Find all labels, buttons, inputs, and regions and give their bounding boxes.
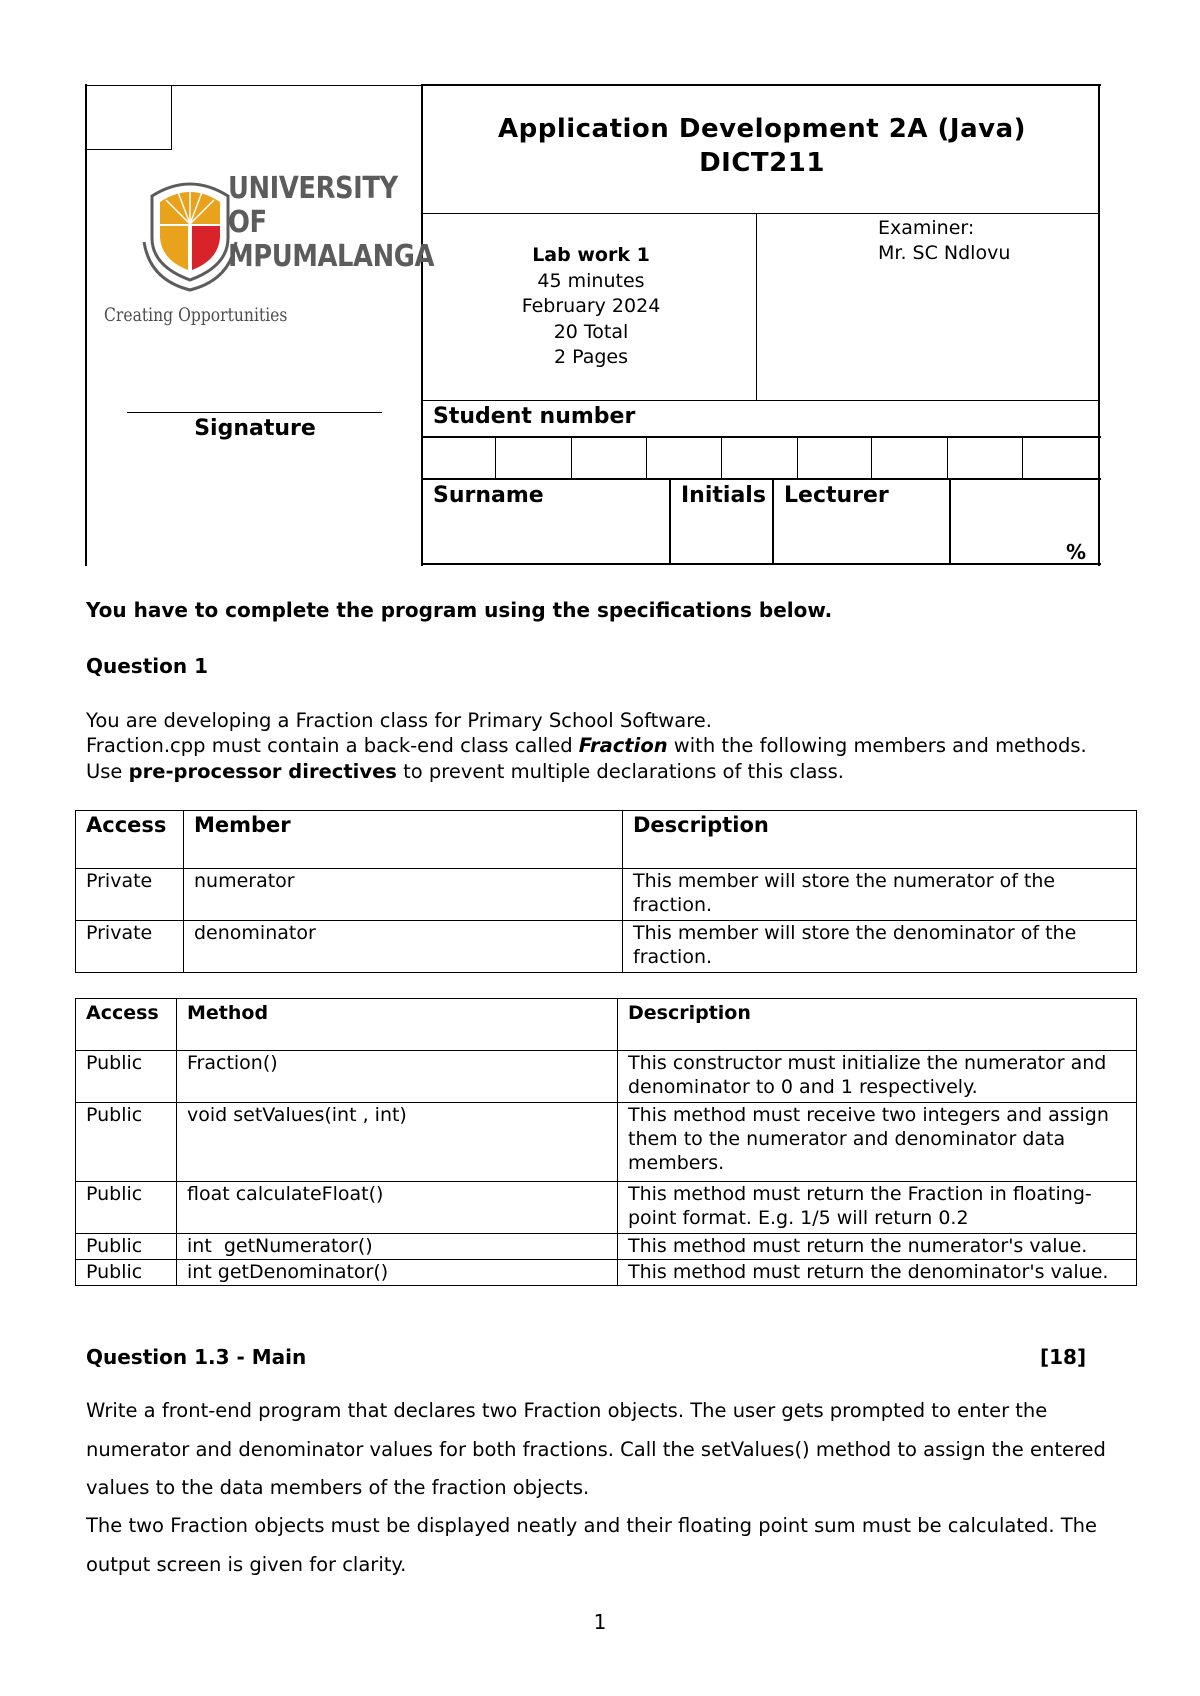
table-cell: Public <box>76 1182 177 1234</box>
university-name: UNIVERSITY OF MPUMALANGA <box>228 171 435 274</box>
examiner-label: Examiner: <box>878 217 975 239</box>
table-cell: This member will store the numerator of the fraction. <box>623 869 1137 921</box>
table-cell: This method must return the denominator's value. <box>618 1260 1137 1286</box>
table-cell: This constructor must initialize the numerator and denominator to 0 and 1 respectively. <box>618 1051 1137 1103</box>
members-table <box>75 810 1137 973</box>
question-1-3-paragraph-1: Write a front-end program that declares two Fraction objects. The user gets prompted to enter the numerator and denominator values for both fractions. Call the setValues() method to assign the entered values to the data members of the fraction objects. <box>86 1399 1106 1499</box>
table-row <box>76 1103 1137 1182</box>
university-tagline: Creating Opportunities <box>104 304 288 326</box>
table-cell: Private <box>76 921 184 973</box>
table-header-description: Description <box>618 999 1137 1051</box>
table-header-access: Access <box>76 811 184 869</box>
course-title: Application Development 2A (Java) <box>497 114 1027 144</box>
exam-date: February 2024 <box>521 295 661 317</box>
duration: 45 minutes <box>537 269 645 292</box>
course-title-block <box>424 112 1100 180</box>
total-marks: 20 Total <box>553 320 629 343</box>
table-row <box>76 1182 1137 1234</box>
table-header-access: Access <box>76 999 177 1051</box>
table-cell: Public <box>76 1234 177 1260</box>
page-count: 2 Pages <box>553 346 629 368</box>
table-cell: numerator <box>184 869 623 921</box>
question-1-3-paragraph-2: The two Fraction objects must be displayed neatly and their floating point sum must be calculated. The output screen is given for clarity. <box>86 1514 1098 1576</box>
table-cell: This member will store the denominator of the fraction. <box>623 921 1137 973</box>
table-cell: Public <box>76 1103 177 1182</box>
table-row <box>76 1234 1137 1260</box>
percent-symbol: % <box>1066 540 1087 564</box>
instructions: You have to complete the program using the specifications below. <box>86 598 833 622</box>
signature-label: Signature <box>194 416 316 441</box>
question-1-title: Question 1 <box>86 654 208 678</box>
table-cell: This method must return the Fraction in floating-point format. E.g. 1/5 will return 0.2 <box>618 1182 1137 1234</box>
surname-label: Surname <box>433 483 544 508</box>
table-cell: int getDenominator() <box>177 1260 618 1286</box>
student-number-label: Student number <box>433 404 636 429</box>
table-cell: This method must receive two integers and assign them to the numerator and denominator data members. <box>618 1103 1137 1182</box>
table-header-member: Member <box>184 811 623 869</box>
lecturer-label: Lecturer <box>784 483 889 508</box>
university-crest-icon <box>140 176 240 292</box>
question-1-3-marks: [18] <box>1040 1345 1087 1369</box>
examiner-name: Mr. SC Ndlovu <box>878 242 1011 264</box>
question-1-line-2: Fraction.cpp must contain a back-end class called Fraction with the following members and methods. <box>86 734 1087 757</box>
examiner-block <box>878 216 1010 266</box>
table-cell: Private <box>76 869 184 921</box>
table-header-row <box>76 999 1137 1051</box>
methods-table <box>75 998 1137 1286</box>
table-cell: Public <box>76 1051 177 1103</box>
question-1-line-3: Use pre-processor directives to prevent multiple declarations of this class. <box>86 760 844 783</box>
table-cell: Fraction() <box>177 1051 618 1103</box>
table-header-row <box>76 811 1137 869</box>
table-cell: void setValues(int , int) <box>177 1103 618 1182</box>
table-cell: This method must return the numerator's value. <box>618 1234 1137 1260</box>
lab-title: Lab work 1 <box>532 244 650 266</box>
table-row <box>76 1051 1137 1103</box>
course-code: DICT211 <box>699 148 825 178</box>
question-1-3-title: Question 1.3 - Main <box>86 1345 307 1369</box>
table-cell: denominator <box>184 921 623 973</box>
table-row <box>76 921 1137 973</box>
table-cell: int getNumerator() <box>177 1234 618 1260</box>
table-row <box>76 869 1137 921</box>
table-header-description: Description <box>623 811 1137 869</box>
page-number: 1 <box>593 1610 607 1634</box>
initials-label: Initials <box>681 483 766 508</box>
table-cell: float calculateFloat() <box>177 1182 618 1234</box>
table-header-method: Method <box>177 999 618 1051</box>
university-logo <box>100 171 435 332</box>
table-cell: Public <box>76 1260 177 1286</box>
assessment-info <box>424 243 758 371</box>
question-1-line-1: You are developing a Fraction class for Primary School Software. <box>86 709 712 732</box>
table-row <box>76 1260 1137 1286</box>
